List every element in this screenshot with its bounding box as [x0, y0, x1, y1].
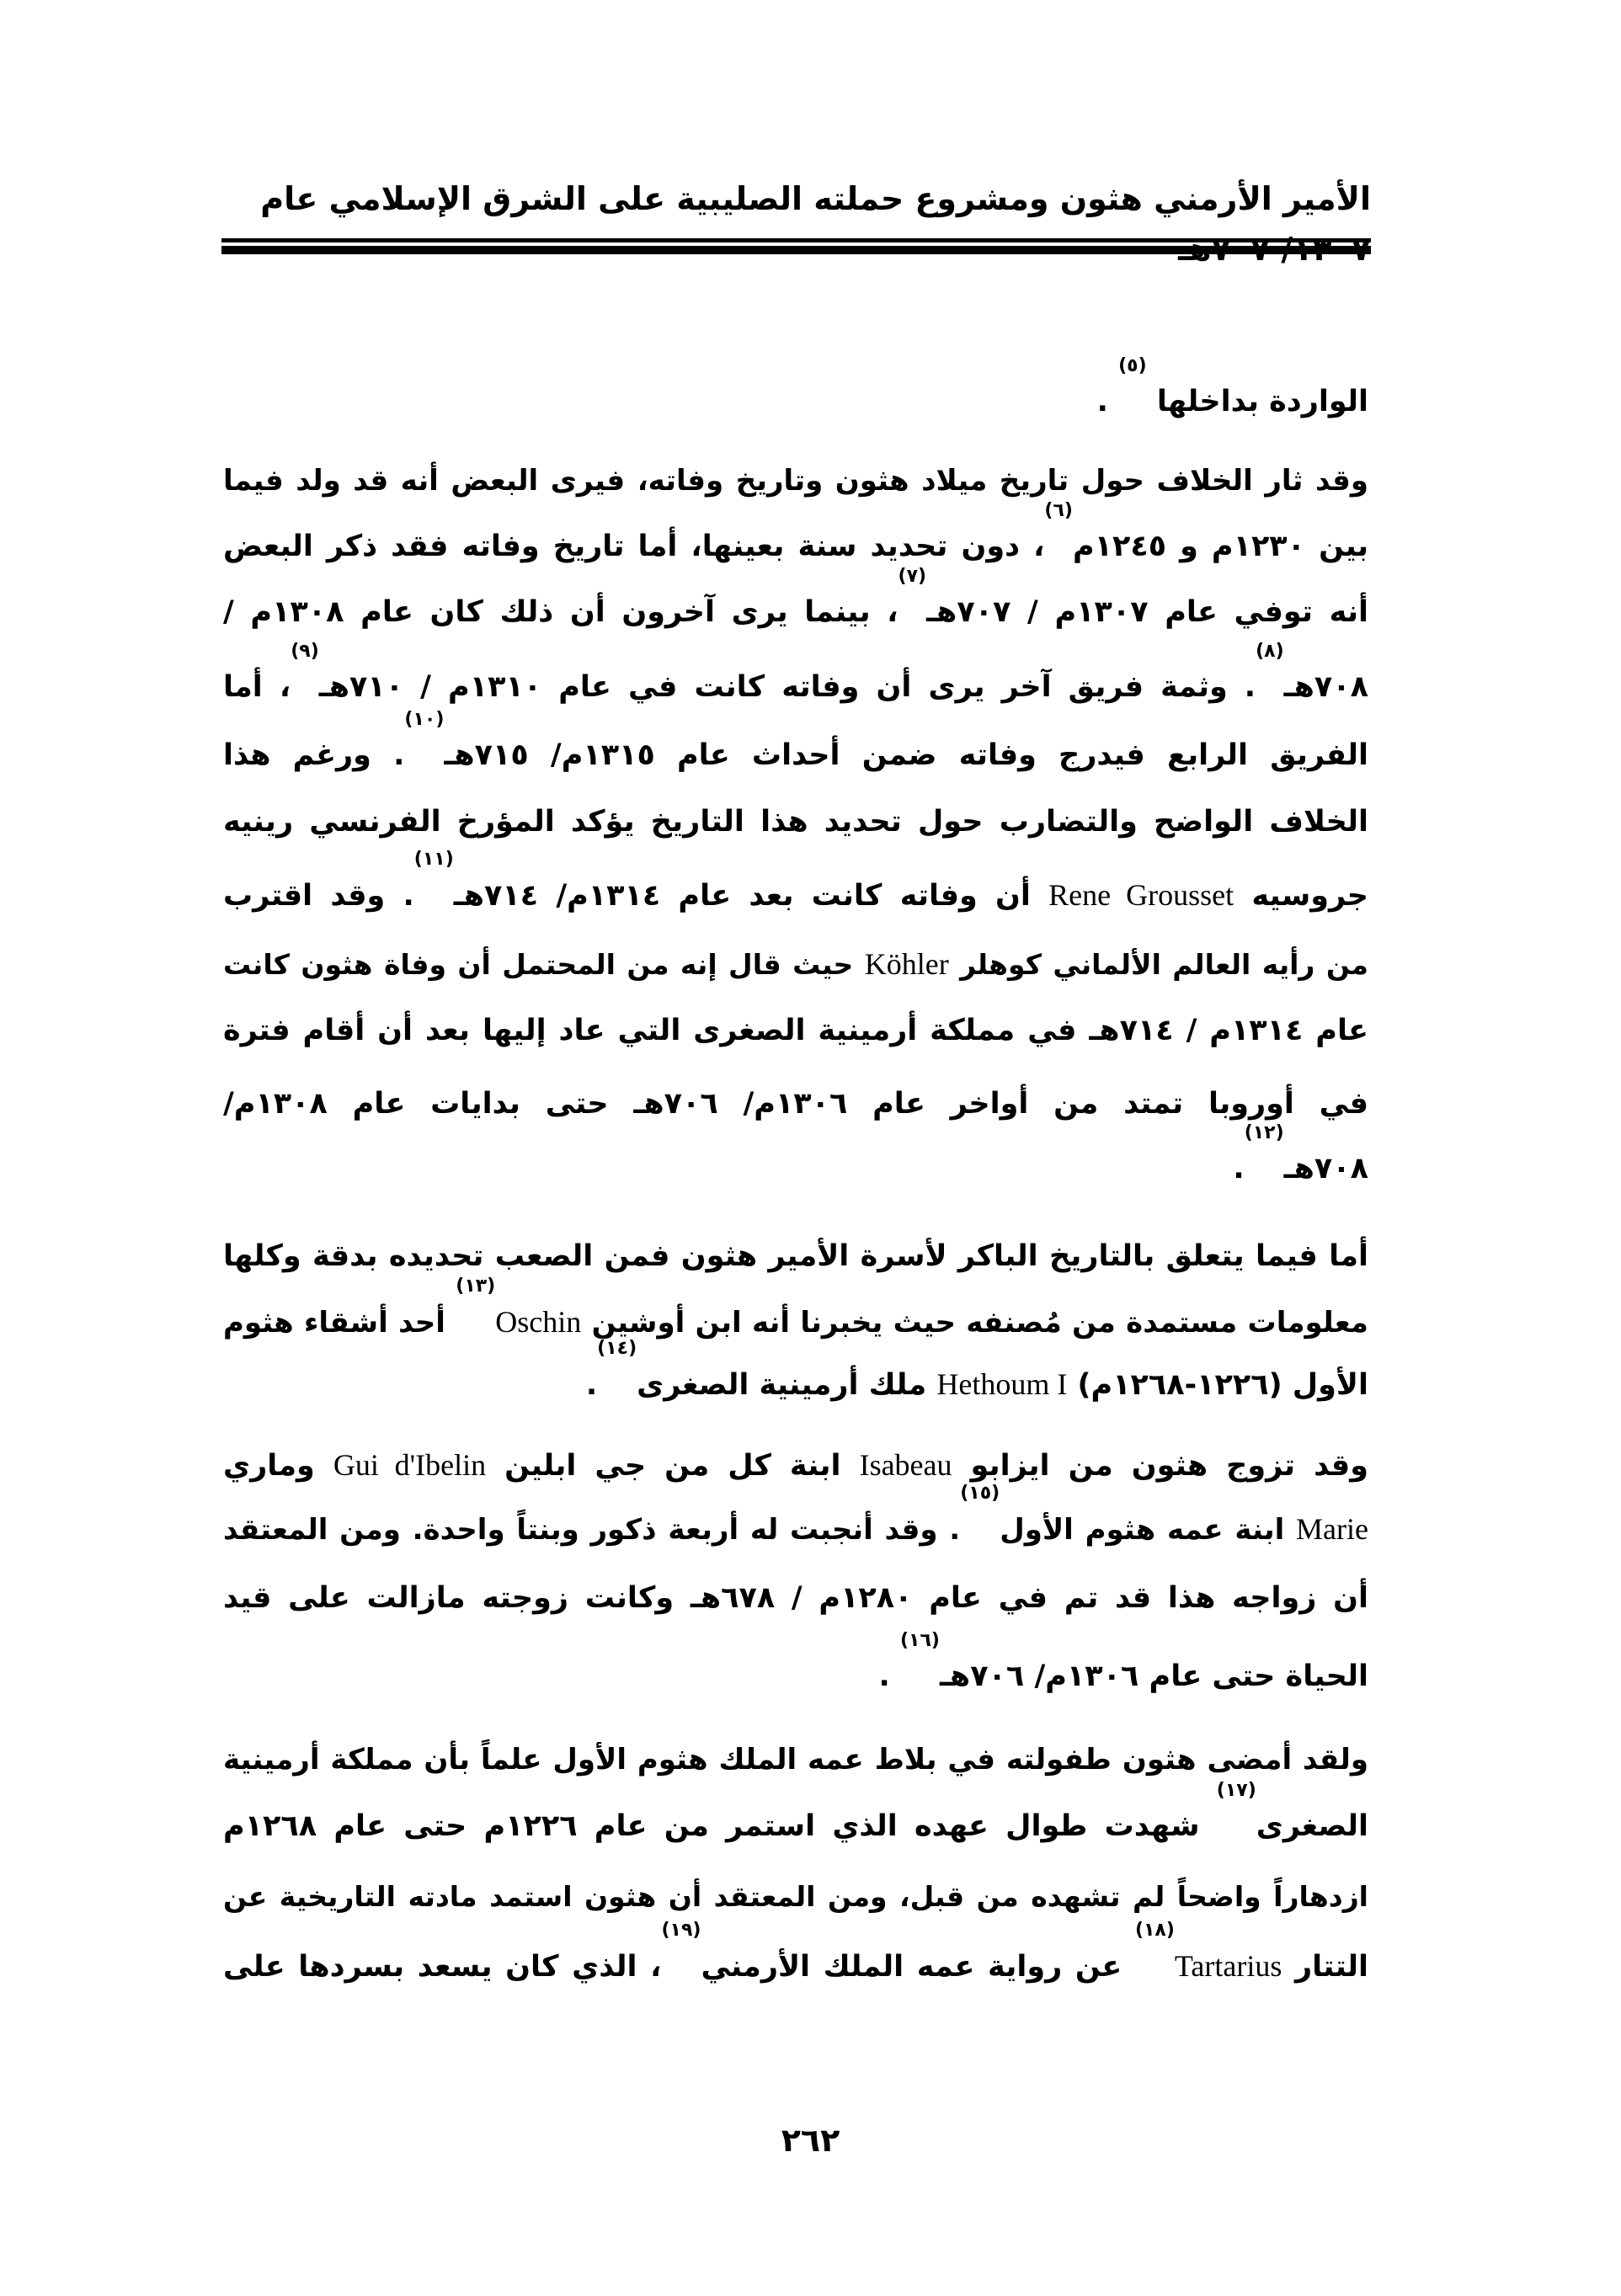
text-segment: أحد أشقاء هثوم [223, 1306, 456, 1340]
footnote-marker: (٨) [1256, 641, 1284, 662]
text-segment: وقد ثار الخلاف حول تاريخ ميلاد هثون وتاريخ وفاته، فيرى البعض أنه قد ولد فيما [223, 464, 1368, 498]
text-segment: ابنة كل من جي ابلين [486, 1449, 860, 1483]
text-segment: ٧٠٨هـ [1283, 670, 1368, 704]
text-segment: . وثمة فريق آخر يرى أن وفاته كانت في عام ١٣١٠م / ٧١٠هـ [318, 670, 1256, 704]
text-line [223, 1338, 1368, 1409]
text-segment: في أوروبا تمتد من أواخر عام ١٣٠٦م/ ٧٠٦هـ حتى بدايات عام ١٣٠٨م/ [223, 1087, 1368, 1121]
text-segment: ، الذي كان يسعد بسردها على [223, 1950, 662, 1984]
text-line [223, 1122, 1368, 1192]
text-segment: أنه توفي عام ١٣٠٧م / ٧٠٧هـ [926, 595, 1368, 629]
text-segment: . ورغم هذا [223, 738, 405, 772]
footnote-marker: (١٤) [597, 1338, 637, 1359]
text-segment: ازدهاراً واضحاً لم تشهده من قبل، ومن المعتقد أن هثون استمد مادته التاريخية عن [223, 1880, 1368, 1913]
text-segment: ، أما [223, 670, 291, 704]
text-segment: ، دون تحديد سنة بعينها، أما تاريخ وفاته فقد ذكر البعض [223, 530, 1045, 563]
running-header: الأمير الأرمني هثون ومشروع حملته الصليبية على الشرق الإسلامي عام [260, 180, 1371, 217]
text-line [223, 457, 1368, 504]
header-rule-thin [221, 238, 1371, 242]
text-segment: ابنة عمه هثوم الأول [1000, 1513, 1297, 1547]
latin-name: Rene Grousset [1048, 878, 1234, 912]
text-segment: الصغرى [1256, 1809, 1368, 1843]
text-segment: . [878, 1659, 900, 1693]
latin-name: Hethoum I [936, 1367, 1068, 1401]
text-segment: الحياة حتى عام ١٣٠٦م/ ٧٠٦هـ [939, 1659, 1368, 1693]
text-line [223, 1780, 1368, 1850]
text-line [223, 641, 1368, 711]
latin-name: Gui d'Ibelin [333, 1448, 487, 1482]
footnote-marker: (٩) [291, 641, 319, 662]
text-segment: وقد تزوج هثون من ايزابو [952, 1449, 1368, 1483]
text-line [223, 1630, 1368, 1700]
text-segment: الخلاف الواضح والتضارب حول تحديد هذا التاريخ يؤكد المؤرخ الفرنسي رينيه [223, 805, 1368, 839]
text-segment: عام ١٣١٤م / ٧١٤هـ في مملكة أرمينية الصغرى التي عاد إليها بعد أن أقام فترة [223, 1014, 1369, 1047]
footnote-marker: (١٨) [1134, 1920, 1175, 1941]
text-segment: وماري [223, 1449, 333, 1483]
text-line [223, 1920, 1368, 1990]
latin-name: Köhler [864, 947, 949, 981]
latin-name: Isabeau [859, 1448, 952, 1482]
footnote-marker: (١٧) [1216, 1780, 1256, 1801]
latin-name: Marie [1296, 1512, 1368, 1546]
text-line [223, 1276, 1368, 1346]
text-segment: عن رواية عمه الملك الأرمني [701, 1950, 1135, 1984]
footnote-marker: (٦) [1044, 500, 1073, 521]
text-segment: الواردة بداخلها [1146, 385, 1368, 418]
text-line [223, 1483, 1368, 1553]
text-line [223, 1574, 1368, 1622]
text-line [223, 1233, 1368, 1280]
text-segment: معلومات مستمدة من مُصنفه حيث يخبرنا أنه ابن أوشين [581, 1306, 1368, 1340]
text-line [223, 849, 1368, 919]
header-rule-thick [221, 246, 1371, 254]
text-segment: ملك أرمينية الصغرى [637, 1368, 937, 1402]
text-segment: ، بينما يرى آخرون أن ذلك كان عام ١٣٠٨م / [223, 595, 898, 629]
text-segment: . [585, 1368, 598, 1402]
text-segment: . وقد اقترب [223, 879, 414, 913]
text-line [223, 709, 1368, 779]
latin-name: Tartarius [1174, 1949, 1282, 1983]
footnote-marker: (١٣) [456, 1276, 496, 1297]
text-line [223, 566, 1368, 636]
footnote-marker: (١٢) [1244, 1122, 1284, 1143]
footnote-marker: (١١) [413, 849, 454, 870]
text-segment: . [1096, 385, 1119, 418]
text-line [223, 500, 1369, 570]
text-segment: بين ١٢٣٠م و ١٢٤٥م [1072, 530, 1369, 563]
text-line [223, 798, 1368, 845]
footnote-marker: (٥) [1118, 355, 1147, 376]
text-line [223, 1736, 1368, 1783]
footnote-marker: (١٦) [899, 1630, 940, 1651]
text-segment: جروسيه [1234, 879, 1368, 913]
page-number: ٢٦٢ [781, 2122, 840, 2159]
text-line [223, 940, 1368, 988]
text-segment: من رأيه العالم الألماني كوهلر [948, 948, 1368, 981]
text-segment: الفريق الرابع فيدرج وفاته ضمن أحداث عام ١٣١٥م/ ٧١٥هـ [444, 738, 1368, 772]
text-segment: ولقد أمضى هثون طفولته في بلاط عمه الملك هثوم الأول علماً بأن مملكة أرمينية [223, 1743, 1368, 1777]
text-segment: التتار [1282, 1950, 1368, 1984]
text-line [223, 1007, 1368, 1054]
text-line [223, 355, 1368, 425]
footnote-marker: (١٥) [960, 1483, 1000, 1504]
text-line [223, 1441, 1368, 1489]
text-line [223, 1873, 1368, 1920]
text-segment: . [1233, 1152, 1245, 1185]
text-segment: ٧٠٨هـ [1283, 1152, 1368, 1185]
text-segment: . وقد أنجبت له أربعة ذكور وبنتاً واحدة. ومن المعتقد [223, 1513, 961, 1547]
text-segment: أن زواجه هذا قد تم في عام ١٢٨٠م / ٦٧٨هـ وكانت زوجته مازالت على قيد [223, 1581, 1368, 1615]
text-segment: أما فيما يتعلق بالتاريخ الباكر لأسرة الأمير هثون فمن الصعب تحديده بدقة وكلها [223, 1239, 1368, 1273]
text-segment: أن وفاته كانت بعد عام ١٣١٤م/ ٧١٤هـ [453, 879, 1049, 913]
text-segment: شهدت طوال عهده الذي استمر من عام ١٢٢٦م حتى عام ١٢٦٨م [223, 1809, 1217, 1843]
text-segment: الأول (١٢٢٦-١٢٦٨م) [1067, 1368, 1368, 1402]
text-segment: حيث قال إنه من المحتمل أن وفاة هثون كانت [223, 948, 865, 981]
text-line [223, 1080, 1368, 1127]
footnote-marker: (٧) [898, 566, 927, 587]
footnote-marker: (١٠) [404, 709, 445, 730]
footnote-marker: (١٩) [661, 1920, 701, 1941]
latin-name: Oschin [495, 1305, 582, 1339]
